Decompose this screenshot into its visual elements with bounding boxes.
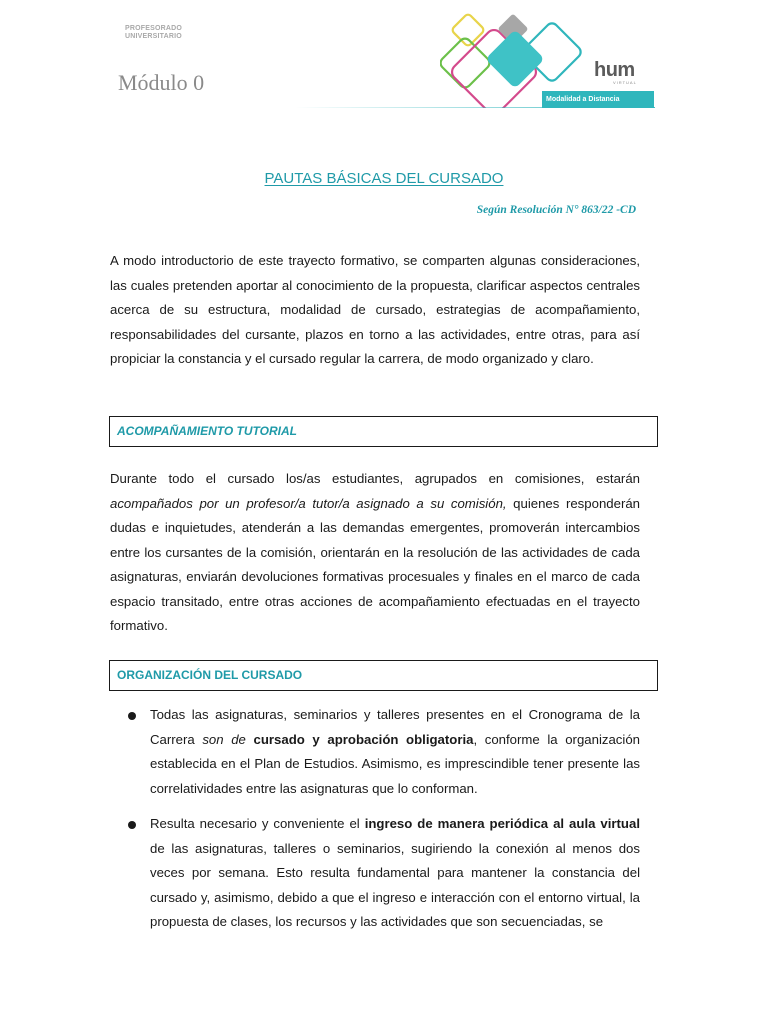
- modalidad-badge: Modalidad a Distancia: [542, 91, 654, 108]
- bullet1-text-emphasis: son de: [202, 731, 246, 747]
- tutorial-text-end: quienes responderán dudas e inquietudes, atenderán a las demandas emergentes, promoverán intercambios entre los cursantes de la comisión, orientarán en la resolución de las actividades de cada asignaturas, enviarán devoluciones formativas procesuales y finales en el marco de cada espacio transitado, entre otras acciones de acompañamiento efectuadas en el trayecto formativo.: [110, 495, 641, 633]
- tutorial-paragraph: [110, 467, 640, 639]
- bullet2-text-c: de las asignaturas, talleres o seminarios, sugiriendo la conexión al menos dos veces por semana. Esto resulta fundamental para mantener la constancia del cursado y, asimismo, debido a que el ingreso e interacción con el entorno virtual, la propuesta de clases, los recursos y las actividades que son secuenciadas, se: [150, 840, 640, 929]
- bullet2-text-a: Resulta necesario y conveniente el: [150, 816, 365, 831]
- header-divider: [295, 107, 655, 108]
- document-title: PAUTAS BÁSICAS DEL CURSADO: [264, 170, 504, 187]
- bullet-icon: [128, 821, 136, 829]
- brand-line-2: UNIVERSITARIO: [125, 33, 182, 40]
- resolution-reference: Según Resolución N° 863/22 -CD: [476, 204, 636, 216]
- section-heading-organizacion: ORGANIZACIÓN DEL CURSADO: [109, 660, 658, 691]
- intro-paragraph: A modo introductorio de este trayecto formativo, se comparten algunas consideraciones, las cuales pretenden aportar al conocimiento de la propuesta, clarificar aspectos centrales acerca de su estructura, modalidad de cursado, estrategias de acompañamiento, responsabilidades del cursante, plazos en torno a las actividades, entre otras, para así propiciar la constancia y el cursado regular la carrera, de modo organizado y claro.: [110, 253, 640, 366]
- brand-line-1: PROFESORADO: [125, 25, 183, 32]
- tutorial-text-start: Durante todo el cursado los/as estudiantes, agrupados en comisiones, estarán: [110, 471, 640, 486]
- bullet1-text-a: Todas las asignaturas, seminarios y talleres presentes en el Cronograma de la Carrera: [150, 707, 640, 747]
- bullet2-text-bold: ingreso de manera periódica al aula virtual: [364, 816, 640, 831]
- brand-wordmark: [125, 25, 182, 41]
- module-title: Módulo 0: [118, 70, 205, 95]
- bullet1-space: [246, 732, 254, 747]
- bullet1-text-c: , conforme la organización establecida en el Plan de Estudios. Asimismo, es imprescindible tener presente las correlatividades entre las asignaturas que lo conforman.: [150, 731, 640, 796]
- hum-logo-subtext: VIRTUAL: [613, 80, 637, 85]
- bullet1-text-bold: cursado y aprobación obligatoria: [253, 731, 474, 747]
- list-item: [150, 812, 640, 935]
- hum-logo: hum: [594, 59, 635, 81]
- list-item: [150, 703, 640, 801]
- section-heading-tutorial: ACOMPAÑAMIENTO TUTORIAL: [109, 416, 658, 447]
- tutorial-text-emphasis: acompañados por un profesor/a tutor/a asignado a su comisión,: [110, 495, 507, 511]
- bullet-icon: [128, 712, 136, 720]
